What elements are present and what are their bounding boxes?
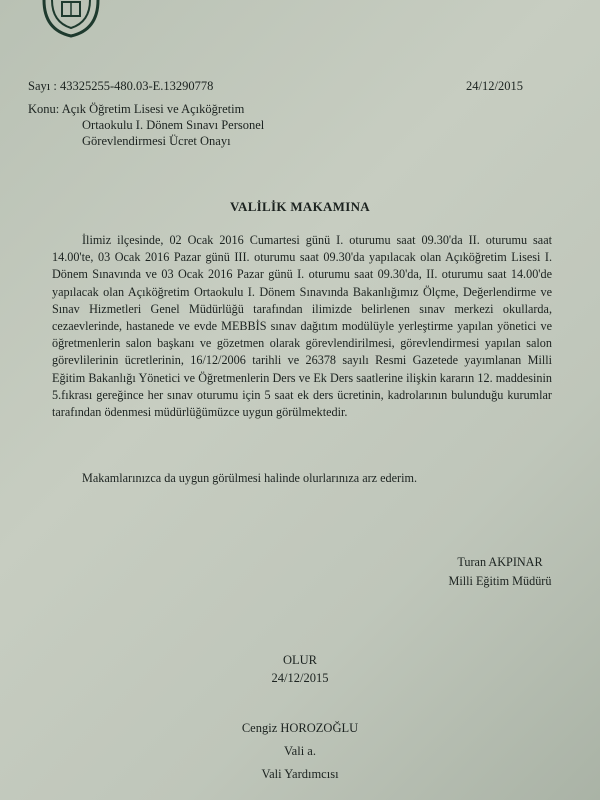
konu-value: : Açık Öğretim Lisesi ve Açıköğretim (55, 102, 245, 116)
deputy-name: Cengiz HOROZOĞLU (241, 721, 359, 735)
approval-date: 24/12/2015 (271, 671, 329, 685)
deputy-role: Vali a. (284, 744, 316, 758)
document-date: 24/12/2015 (466, 79, 523, 93)
subject-line-1 (28, 101, 264, 117)
approval-block (200, 651, 400, 687)
signature-block-deputy-governor (200, 717, 400, 786)
konu-label: Konu (28, 102, 56, 116)
deputy-title: Vali Yardımcısı (261, 767, 339, 781)
closing-paragraph: Makamlarınızca da uygun görülmesi halinde olurlarınıza arz ederim. (82, 471, 418, 485)
signer-title: Milli Eğitim Müdürü (448, 574, 552, 588)
reference-number (28, 78, 213, 94)
sayi-label: Sayı (28, 79, 51, 93)
subject-line-3: Görevlendirmesi Ücret Onayı (82, 134, 231, 148)
body-paragraph: İlimiz ilçesinde, 02 Ocak 2016 Cumartesi günü I. oturumu saat 09.30'da II. oturumu saat 14.00'te, 03 Ocak 2016 Pazar günü III. oturumu saat 09.30'da yapılacak olan Açıköğretim Lisesi I. Dönem Sınavında ve 03 Ocak 2016 Pazar günü I. oturumu saat 09.30'da, II. oturumu saat 14.00'de yapılacak olan Açıköğretim Ortaokulu I. Dönem Sınavında Bakanlığımız Ölçme, Değerlendirme ve Sınav Hizmetleri Genel Müdürlüğü tarafından ilimizde belirlenen sınav merkezi okullarda, cezaevlerinde, hastanede ve evde MEBBİS sınav dağıtım modülüyle yerleştirme yapılan yönetici ve öğretmenlerin salon başkanı ve gözetmen olarak görevlendirilmesi, görevlendirmesi yapılan salon görevlilerinin ücretlerinin, 16/12/2006 tarihli ve 26378 sayılı Resmi Gazetede yayımlanan Milli Eğitim Bakanlığı Yönetici ve Öğretmenlerin Ders ve Ek Ders saatlerine ilişkin kararın 12. maddesinin 5.fıkrası gereğince her sınav oturumu için 5 saat ek ders ücretinin, kadrolarının bulunduğu kurumlar tarafından ödenmesi müdürlüğümüzce uygun görülmektedir. (52, 233, 552, 420)
signature-block-director (420, 553, 580, 591)
subject-line-2: Ortaokulu I. Dönem Sınavı Personel (82, 118, 265, 132)
subject-block (28, 101, 264, 149)
approval-olur: OLUR (282, 653, 318, 667)
ministry-logo-icon (40, 0, 102, 38)
signer-name: Turan AKPINAR (457, 555, 543, 569)
document-title: VALİLİK MAKAMINA (230, 199, 370, 214)
sayi-value: : 43325255-480.03-E.13290778 (53, 79, 214, 93)
